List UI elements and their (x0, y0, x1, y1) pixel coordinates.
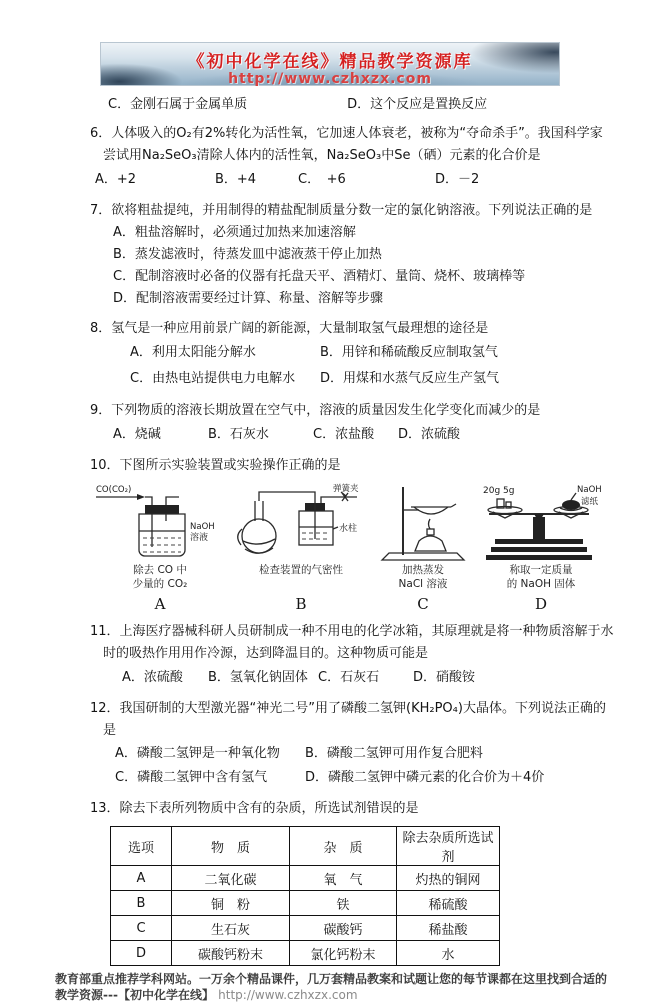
q12-option-c: C．磷酸二氢钾中含有氢气 (115, 770, 268, 785)
banner-title: 《初中化学在线》精品教学资源库 (187, 52, 473, 72)
balance-diagram (475, 483, 607, 563)
q8-stem: 8．氢气是一种应用前景广阔的新能源，大量制取氢气最理想的途径是 (90, 321, 489, 336)
q10-figure-d (475, 483, 607, 613)
fig-a-letter: A (154, 595, 166, 613)
fig-b-letter: B (295, 595, 307, 613)
header-reagent: 除去杂质所选试剂 (397, 827, 500, 866)
q12-option-b: B．磷酸二氢钾可用作复合肥料 (305, 746, 483, 761)
row-d-impurity: 氯化钙粉末 (290, 941, 397, 966)
footer-line2 (55, 987, 601, 1003)
table-header-row (111, 827, 500, 866)
q7-option-a: A．粗盐溶解时，必须通过加热来加速溶解 (113, 225, 356, 240)
header-option: 选项 (111, 827, 172, 866)
row-c-option: C (111, 916, 172, 941)
fig-d-letter: D (534, 595, 548, 613)
row-a-reagent: 灼热的铜网 (397, 866, 500, 891)
question-13 (90, 798, 601, 966)
q8-options-row1 (90, 340, 601, 366)
table-row (111, 891, 500, 916)
fig-b-clamp-label: 弹簧夹 (333, 484, 359, 494)
fig-b-water-label: 水柱 (339, 524, 358, 534)
fig-c-letter: C (417, 595, 429, 613)
q11-option-d: D．硝酸铵 (413, 670, 476, 685)
question-7 (90, 200, 601, 310)
q9-stem: 9．下列物质的溶液长期放置在空气中，溶液的质量因发生化学变化而减少的是 (90, 403, 541, 418)
row-a-option: A (111, 866, 172, 891)
fig-d-naoh-label: NaOH (577, 485, 602, 495)
question-8 (90, 318, 601, 392)
q11-option-b: B．氢氧化钠固体 (208, 670, 308, 685)
q11-options (90, 665, 601, 690)
row-b-reagent: 稀硫酸 (397, 891, 500, 916)
q9-option-b: B．石灰水 (208, 427, 269, 442)
q10-figure-a (95, 483, 225, 613)
q7-option-b: B．蒸发滤液时，待蒸发皿中滤液蒸干停止加热 (113, 247, 382, 262)
q8-options-row2 (90, 366, 601, 392)
row-a-impurity: 氧 气 (290, 866, 397, 891)
question-11 (90, 621, 614, 690)
q11-option-c: C．石灰石 (318, 670, 380, 685)
fig-a-gas-label: CO(CO₂) (96, 485, 132, 495)
row-c-reagent: 稀盐酸 (397, 916, 500, 941)
q13-impurity-table (110, 826, 500, 966)
table-row (111, 916, 500, 941)
row-c-impurity: 碳酸钙 (290, 916, 397, 941)
row-d-substance: 碳酸钙粉末 (172, 941, 290, 966)
fig-c-caption-line1: 加热蒸发 (402, 564, 444, 576)
row-c-substance: 生石灰 (172, 916, 290, 941)
question-9 (90, 400, 601, 447)
evaporation-diagram (377, 483, 469, 563)
fig-d-caption-line2: 的 NaOH 固体 (506, 578, 576, 590)
q10-stem: 10．下图所示实验装置或实验操作正确的是 (90, 458, 341, 473)
fig-a-caption-line1: 除去 CO 中 (133, 564, 187, 576)
q12-stem-line2: 是 (103, 723, 117, 738)
q12-options-row1 (90, 742, 601, 766)
fig-d-weights-label: 20g 5g (483, 486, 515, 496)
q6-option-b: B．+4 (215, 172, 257, 187)
fig-a-reagent-label-1: NaOH (190, 522, 215, 532)
header-substance: 物 质 (172, 827, 290, 866)
q5-option-c: C．金刚石属于金属单质 (108, 97, 248, 112)
footer-line1: 教育部重点推荐学科网站。一万余个精品课件，几万套精品教案和试题让您的每节课都在这里找到合适的 (55, 972, 608, 986)
question-12 (90, 698, 606, 790)
table-row (111, 866, 500, 891)
page-footer (55, 971, 608, 1003)
question-10 (90, 455, 601, 613)
q6-option-c: C． +6 (298, 172, 346, 187)
q12-option-d: D．磷酸二氢钾中磷元素的化合价为＋4价 (305, 770, 545, 785)
q12-options-row2 (90, 766, 601, 790)
q7-stem: 7．欲将粗盐提纯，并用制得的精盐配制质量分数一定的氯化钠溶液。下列说法正确的是 (90, 203, 593, 218)
row-b-option: B (111, 891, 172, 916)
q8-option-a: A．利用太阳能分解水 (130, 345, 256, 360)
q13-stem: 13．除去下表所列物质中含有的杂质，所选试剂错误的是 (90, 801, 419, 816)
q6-stem-line2: 尝试用Na₂SeO₃清除人体内的活性氧，Na₂SeO₃中Se（硒）元素的化合价是 (103, 148, 541, 163)
q9-option-d: D．浓硫酸 (398, 427, 461, 442)
q7-option-d: D．配制溶液需要经过计算、称量、溶解等步骤 (113, 291, 384, 306)
gas-washing-bottle-diagram (95, 483, 225, 563)
q11-stem-line2: 时的吸热作用用作冷源，达到降温目的。这种物质可能是 (103, 646, 429, 661)
fig-b-caption: 检查装置的气密性 (259, 564, 343, 576)
fig-a-reagent-label-2: 溶液 (190, 533, 209, 543)
row-d-option: D (111, 941, 172, 966)
q12-option-a: A．磷酸二氢钾是一种氧化物 (115, 746, 280, 761)
q8-option-d: D．用煤和水蒸气反应生产氢气 (320, 371, 500, 386)
q6-options (90, 167, 601, 192)
airtightness-check-diagram (231, 483, 371, 563)
q6-stem-line1: 6．人体吸入的O₂有2%转化为活性氧，它加速人体衰老，被称为“夺命杀手”。我国科学家 (90, 126, 603, 141)
footer-line2-text: 教学资源---【初中化学在线】 (55, 988, 214, 1002)
row-a-substance: 二氧化碳 (172, 866, 290, 891)
q11-stem-line1: 11．上海医疗器械科研人员研制成一种不用电的化学冰箱，其原理就是将一种物质溶解于水 (90, 624, 614, 639)
banner-url: http://www.czhxzx.com (228, 71, 432, 87)
q5-option-d: D．这个反应是置换反应 (347, 97, 488, 112)
footer-url: http://www.czhxzx.com (218, 988, 358, 1002)
q6-option-d: D．－2 (435, 172, 480, 187)
q12-stem-line1: 12．我国研制的大型激光器“神光二号”用了磷酸二氢钾(KH₂PO₄)大晶体。下列说法正确的 (90, 701, 606, 716)
q10-figure-c (377, 483, 469, 613)
row-b-substance: 铜 粉 (172, 891, 290, 916)
row-b-impurity: 铁 (290, 891, 397, 916)
fig-c-caption-line2: NaCl 溶液 (398, 578, 448, 590)
question-6 (90, 123, 601, 192)
site-banner (100, 42, 560, 86)
fig-a-caption-line2: 少量的 CO₂ (132, 578, 188, 590)
q8-option-b: B．用锌和稀硫酸反应制取氢气 (320, 345, 498, 360)
q9-options (90, 422, 601, 447)
fig-d-caption-line1: 称取一定质量 (509, 564, 573, 576)
table-row (111, 941, 500, 966)
fig-d-paper-label: 滤纸 (581, 497, 599, 507)
question5-options (90, 94, 601, 115)
q6-option-a: A．+2 (95, 172, 137, 187)
row-d-reagent: 水 (397, 941, 500, 966)
header-impurity: 杂 质 (290, 827, 397, 866)
q10-figures (95, 483, 646, 613)
q10-figure-b (231, 483, 371, 613)
q8-option-c: C．由热电站提供电力电解水 (130, 371, 296, 386)
q9-option-c: C．浓盐酸 (313, 427, 375, 442)
q7-option-c: C．配制溶液时必备的仪器有托盘天平、酒精灯、量筒、烧杯、玻璃棒等 (113, 269, 526, 284)
q11-option-a: A．浓硫酸 (122, 670, 183, 685)
q9-option-a: A．烧碱 (113, 427, 161, 442)
